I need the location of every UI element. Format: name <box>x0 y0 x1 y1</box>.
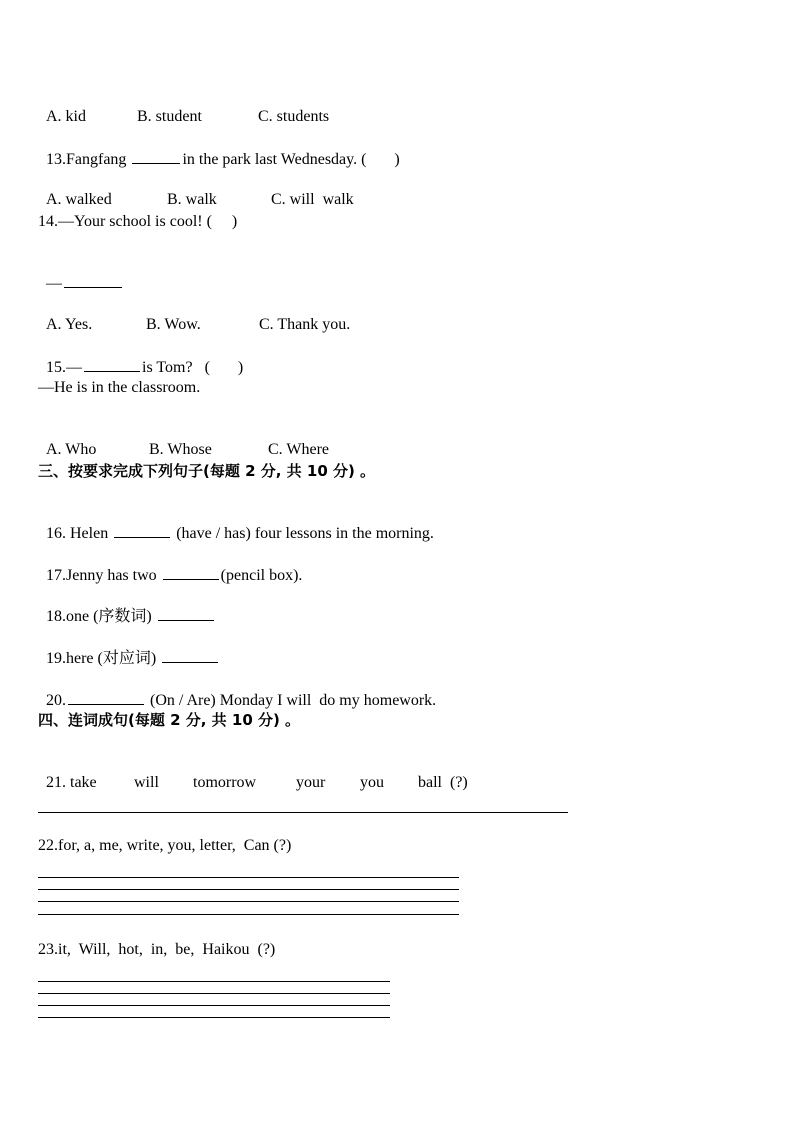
question-22: 22.for, a, me, write, you, letter, Can (?) <box>38 837 292 854</box>
q14-reply-dash: — <box>46 275 62 292</box>
q21-word: you <box>360 774 384 791</box>
q18-text: 18.one (序数词) <box>46 608 152 625</box>
q13-option-a: A. walked <box>46 191 112 208</box>
q13-option-b: B. walk <box>167 191 217 208</box>
q15-answer-blank[interactable] <box>84 357 140 372</box>
q14-option-a: A. Yes. <box>46 316 93 333</box>
question-15 <box>38 337 243 378</box>
q19-answer-blank[interactable] <box>162 648 218 663</box>
q12-option-c: C. students <box>258 108 330 125</box>
q22-answer-line[interactable] <box>38 901 459 902</box>
q17-text-pre: 17.Jenny has two <box>46 567 157 584</box>
q21-word: tomorrow <box>193 774 257 791</box>
q17-answer-blank[interactable] <box>163 565 219 580</box>
question-14: 14.—Your school is cool! ( ) <box>38 213 238 230</box>
q15-option-b: B. Whose <box>149 441 212 458</box>
question-23: 23.it, Will, hot, in, be, Haikou (?) <box>38 941 276 958</box>
q22-answer-line[interactable] <box>38 914 459 915</box>
q13-answer-blank[interactable] <box>132 149 180 164</box>
q22-answer-line[interactable] <box>38 877 459 878</box>
q20-text-post: (On / Are) Monday I will do my homework. <box>150 692 437 709</box>
q18-answer-blank[interactable] <box>158 606 214 621</box>
q16-answer-blank[interactable] <box>114 523 170 538</box>
q15-text-pre: 15.— <box>46 359 82 376</box>
question-19 <box>38 628 220 669</box>
question-20 <box>38 670 436 711</box>
question-17 <box>38 545 302 586</box>
q13-option-c: C. will walk <box>271 191 354 208</box>
q16-text-pre: 16. Helen <box>46 525 109 542</box>
q15-reply: —He is in the classroom. <box>38 379 201 396</box>
q15-options <box>38 420 329 460</box>
q14-options <box>38 295 350 335</box>
q14-option-c: C. Thank you. <box>259 316 351 333</box>
q14-reply <box>38 253 124 294</box>
q15-option-c: C. Where <box>268 441 330 458</box>
q13-text-post: in the park last Wednesday. ( ) <box>182 151 400 168</box>
q23-answer-line[interactable] <box>38 1017 390 1018</box>
q13-options <box>38 170 354 210</box>
q23-answer-line[interactable] <box>38 981 390 982</box>
q12-option-b: B. student <box>137 108 202 125</box>
q14-option-b: B. Wow. <box>146 316 201 333</box>
q16-text-post: (have / has) four lessons in the morning. <box>176 525 434 542</box>
q14-answer-blank[interactable] <box>64 273 122 288</box>
q20-text-pre: 20. <box>46 692 66 709</box>
question-13 <box>38 129 400 170</box>
q13-text-pre: 13.Fangfang <box>46 151 127 168</box>
q17-text-post: (pencil box). <box>220 567 303 584</box>
q21-word: ball (?) <box>418 774 468 791</box>
q15-option-a: A. Who <box>46 441 97 458</box>
q12-options <box>38 87 329 127</box>
q21-answer-line[interactable] <box>38 812 568 813</box>
q21-word: 21. take <box>46 774 97 791</box>
q22-answer-line[interactable] <box>38 889 459 890</box>
question-18 <box>38 586 216 627</box>
q21-word: will <box>134 774 159 791</box>
q21-word: your <box>296 774 326 791</box>
q12-option-a: A. kid <box>46 108 86 125</box>
question-21 <box>38 753 468 793</box>
q23-answer-line[interactable] <box>38 993 390 994</box>
section-4-heading: 四、连词成句(每题 2 分, 共 10 分) 。 <box>38 711 301 729</box>
q20-answer-blank[interactable] <box>68 690 144 705</box>
question-16 <box>38 503 434 544</box>
q19-text: 19.here (对应词) <box>46 650 157 667</box>
q23-answer-line[interactable] <box>38 1005 390 1006</box>
q15-text-post: is Tom? ( ) <box>142 359 244 376</box>
section-3-heading: 三、按要求完成下列句子(每题 2 分, 共 10 分) 。 <box>38 462 376 480</box>
